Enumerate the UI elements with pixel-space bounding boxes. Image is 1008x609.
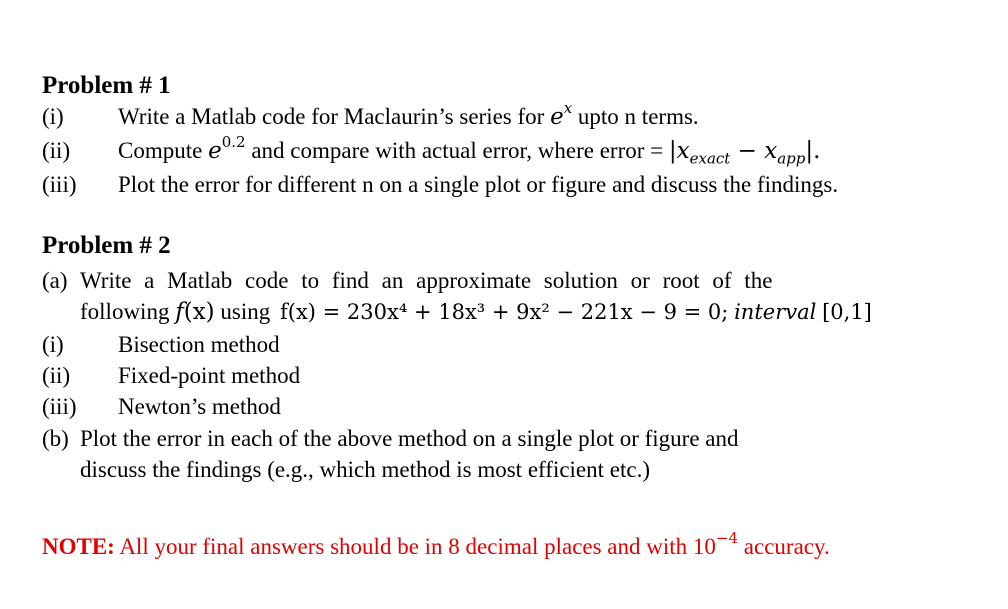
method-fixed-point: Fixed-point method	[118, 363, 301, 388]
method-bisection: Bisection method	[118, 332, 280, 357]
problem1-title: Problem # 1	[42, 72, 171, 99]
note-label: NOTE:	[42, 534, 115, 559]
problem1-item-ii-number: (ii)	[42, 138, 71, 163]
problem2-part-a-line1: Write a Matlab code to find an approximate solution or root of the	[80, 268, 773, 293]
interval-value: [0,1]	[822, 300, 872, 324]
problem2-part-b-line2: discuss the findings (e.g., which method is most efficient etc.)	[80, 457, 650, 482]
problem2-part-a-label: (a)	[42, 268, 68, 293]
method-newton: Newton’s method	[118, 394, 281, 419]
interval-word: interval	[734, 300, 817, 324]
equation: f(x) = 230x⁴ + 18x³ + 9x² − 221x − 9 = 0;	[279, 300, 729, 324]
problem2-part-b-label: (b)	[42, 426, 69, 451]
problem1-item-i-text: Write a Matlab code for Maclaurin’s series for $e^x$ upto n terms.	[118, 99, 699, 130]
problem1-item-iii-number: (iii)	[42, 172, 77, 197]
method-number: (i)	[42, 332, 64, 357]
problem1-item-i-number: (i)	[42, 104, 64, 129]
problem2-part-b-line1: Plot the error in each of the above method on a single plot or figure and	[80, 426, 739, 451]
method-number: (iii)	[42, 394, 77, 419]
problem1-item-iii-text: Plot the error for different n on a single plot or figure and discuss the findings.	[118, 172, 839, 197]
note: NOTE: All your final answers should be in 8 decimal places and with $10^{-4}$ accuracy.	[42, 529, 830, 559]
problem2-part-a-line2: following f(x) using f(x) = 230x⁴ + 18x³ + 9x² − 221x − 9 = 0; interval [0,1]	[80, 299, 872, 325]
problem2-title: Problem # 2	[42, 232, 171, 259]
problem1-item-ii-text: Compute $e^{0.2}$ and compare with actual error, where error = $|x_{exact} - x_{app}|$.	[118, 133, 821, 168]
method-number: (ii)	[42, 363, 71, 388]
